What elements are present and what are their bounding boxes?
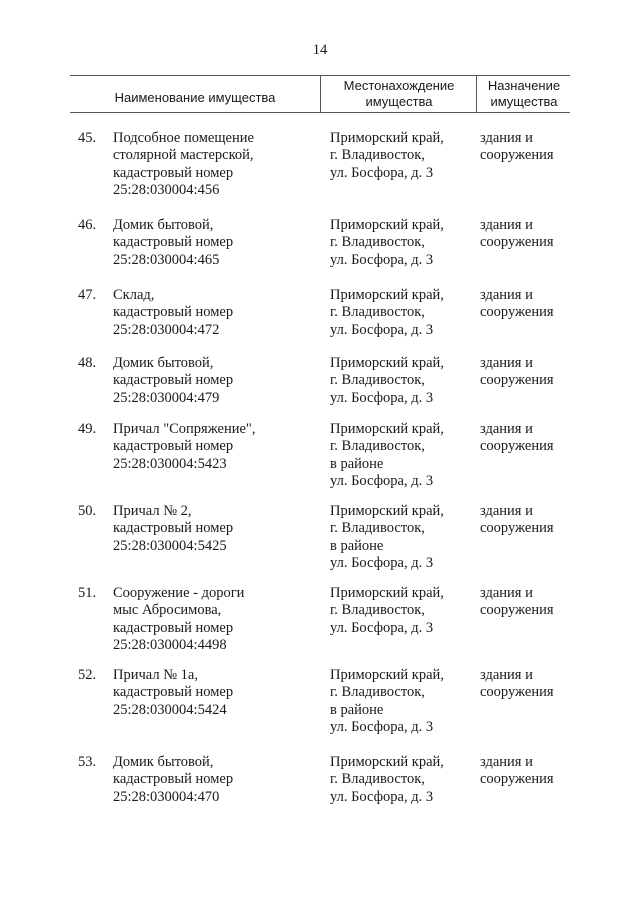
property-name-line: Причал № 1а,: [113, 667, 198, 683]
property-location-line: в районе: [330, 537, 384, 554]
property-name-line: Подсобное помещение: [113, 130, 254, 146]
property-location-line: г. Владивосток,: [330, 771, 425, 788]
property-name-line: 25:28:030004:4498: [113, 636, 227, 653]
property-name-line: 25:28:030004:465: [113, 251, 220, 268]
property-purpose: [480, 421, 575, 456]
property-location-line: Приморский край,: [330, 130, 444, 146]
property-name-line: Склад,: [113, 287, 155, 303]
property-name: [113, 421, 325, 473]
property-location-line: ул. Босфора, д. 3: [330, 788, 434, 805]
property-purpose-line: здания и: [480, 667, 533, 683]
property-name-line: Причал "Сопряжение",: [113, 421, 256, 437]
property-name-line: Домик бытовой,: [113, 754, 214, 770]
property-purpose-line: здания и: [480, 287, 533, 303]
property-name-line: столярной мастерской,: [113, 147, 254, 164]
property-name: [113, 585, 325, 654]
property-name-line: кадастровый номер: [113, 438, 234, 455]
property-name-line: Причал № 2,: [113, 503, 192, 519]
property-location: [330, 355, 478, 407]
property-location-line: Приморский край,: [330, 355, 444, 371]
property-purpose-line: сооружения: [480, 304, 554, 321]
property-purpose-line: здания и: [480, 585, 533, 601]
header-purpose: [476, 76, 571, 112]
header-location-line: имущества: [365, 94, 433, 109]
property-location-line: ул. Босфора, д. 3: [330, 321, 434, 338]
property-location-line: г. Владивосток,: [330, 234, 425, 251]
header-purpose-line: имущества: [490, 94, 558, 109]
row-number: 48.: [78, 355, 97, 371]
property-location-line: Приморский край,: [330, 217, 444, 233]
property-name: [113, 355, 325, 407]
property-location: [330, 585, 478, 637]
property-name-line: мыс Абросимова,: [113, 602, 222, 619]
property-location-line: Приморский край,: [330, 503, 444, 519]
row-number: 46.: [78, 217, 97, 233]
property-name-line: кадастровый номер: [113, 684, 234, 701]
property-location: [330, 503, 478, 572]
property-location-line: Приморский край,: [330, 754, 444, 770]
property-location-line: ул. Босфора, д. 3: [330, 164, 434, 181]
property-purpose-line: сооружения: [480, 602, 554, 619]
property-name-line: кадастровый номер: [113, 372, 234, 389]
property-name-line: Домик бытовой,: [113, 217, 214, 233]
header-location: [320, 76, 477, 112]
property-purpose: [480, 754, 575, 789]
row-number: 45.: [78, 130, 97, 146]
property-name-line: кадастровый номер: [113, 771, 234, 788]
property-purpose: [480, 585, 575, 620]
property-name: [113, 217, 325, 269]
property-name-line: кадастровый номер: [113, 234, 234, 251]
property-purpose-line: здания и: [480, 217, 533, 233]
property-purpose: [480, 287, 575, 322]
property-purpose-line: здания и: [480, 130, 533, 146]
property-purpose: [480, 217, 575, 252]
property-location-line: ул. Босфора, д. 3: [330, 619, 434, 636]
property-name-line: Сооружение - дороги: [113, 585, 245, 601]
property-location-line: Приморский край,: [330, 421, 444, 437]
property-location-line: Приморский край,: [330, 585, 444, 601]
property-purpose: [480, 503, 575, 538]
property-purpose-line: сооружения: [480, 234, 554, 251]
property-purpose-line: сооружения: [480, 372, 554, 389]
property-location: [330, 130, 478, 182]
property-name: [113, 287, 325, 339]
property-purpose-line: сооружения: [480, 438, 554, 455]
property-location-line: ул. Босфора, д. 3: [330, 554, 434, 571]
property-purpose-line: сооружения: [480, 771, 554, 788]
property-location-line: г. Владивосток,: [330, 602, 425, 619]
property-purpose-line: здания и: [480, 503, 533, 519]
property-location: [330, 287, 478, 339]
property-purpose-line: сооружения: [480, 147, 554, 164]
property-purpose-line: здания и: [480, 355, 533, 371]
property-purpose-line: сооружения: [480, 684, 554, 701]
property-name: [113, 754, 325, 806]
header-location-line: Местонахождение: [343, 78, 455, 93]
property-name-line: 25:28:030004:5425: [113, 537, 227, 554]
row-number: 50.: [78, 503, 97, 519]
property-location-line: г. Владивосток,: [330, 304, 425, 321]
property-purpose: [480, 130, 575, 165]
header-purpose-line: Назначение: [487, 78, 561, 93]
property-name-line: кадастровый номер: [113, 520, 234, 537]
property-location-line: г. Владивосток,: [330, 520, 425, 537]
property-location-line: ул. Босфора, д. 3: [330, 389, 434, 406]
property-location-line: Приморский край,: [330, 667, 444, 683]
property-name-line: 25:28:030004:456: [113, 181, 220, 198]
page-number: 14: [312, 42, 328, 58]
row-number: 47.: [78, 287, 97, 303]
property-purpose-line: здания и: [480, 754, 533, 770]
property-name-line: 25:28:030004:5423: [113, 455, 227, 472]
property-purpose: [480, 355, 575, 390]
property-location-line: в районе: [330, 701, 384, 718]
property-name-line: 25:28:030004:470: [113, 788, 220, 805]
property-location-line: г. Владивосток,: [330, 438, 425, 455]
property-name: [113, 667, 325, 719]
property-name-line: кадастровый номер: [113, 164, 234, 181]
property-name-line: кадастровый номер: [113, 619, 234, 636]
row-number: 49.: [78, 421, 97, 437]
property-purpose-line: здания и: [480, 421, 533, 437]
property-location-line: г. Владивосток,: [330, 372, 425, 389]
property-location-line: ул. Босфора, д. 3: [330, 472, 434, 489]
property-purpose-line: сооружения: [480, 520, 554, 537]
property-location: [330, 217, 478, 269]
property-location-line: Приморский край,: [330, 287, 444, 303]
property-name-line: Домик бытовой,: [113, 355, 214, 371]
property-location-line: в районе: [330, 455, 384, 472]
table-header: [70, 75, 570, 113]
property-name-line: 25:28:030004:472: [113, 321, 220, 338]
property-name-line: 25:28:030004:5424: [113, 701, 227, 718]
property-name: [113, 130, 325, 199]
property-location-line: г. Владивосток,: [330, 684, 425, 701]
row-number: 51.: [78, 585, 97, 601]
header-name: Наименование имущества: [114, 90, 276, 105]
property-location: [330, 421, 478, 490]
property-name: [113, 503, 325, 555]
property-location-line: ул. Босфора, д. 3: [330, 251, 434, 268]
property-name-line: 25:28:030004:479: [113, 389, 220, 406]
property-location-line: ул. Босфора, д. 3: [330, 718, 434, 735]
property-purpose: [480, 667, 575, 702]
property-location: [330, 667, 478, 736]
row-number: 53.: [78, 754, 97, 770]
property-name-line: кадастровый номер: [113, 304, 234, 321]
row-number: 52.: [78, 667, 97, 683]
property-location-line: г. Владивосток,: [330, 147, 425, 164]
property-location: [330, 754, 478, 806]
